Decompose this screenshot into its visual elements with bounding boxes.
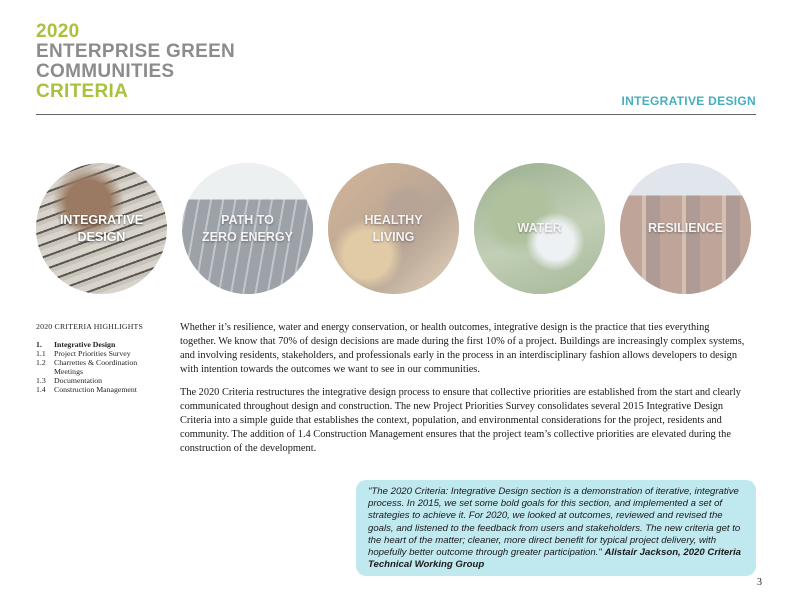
body-text [180,321,746,465]
circle-label-healthy-living: HEALTHY LIVING [364,212,423,244]
circle-path-to-zero-energy [182,163,313,294]
circle-healthy-living [328,163,459,294]
circle-label-path-to-zero-energy: PATH TO ZERO ENERGY [202,212,293,244]
criteria-highlights [36,322,158,394]
list-item [36,385,158,394]
quote-text: "The 2020 Criteria: Integrative Design section is a demonstration of iterative, integrative process. In 2015, we set some bold goals for this section, and implemented a set of strategies to achieve it. For 2020, we looked at outcomes, reviewed and revised the goals, and listened to the feedback from users and stakeholders. The new criteria get to the heart of the matter; cleaner, more direct benefit for typical project delivery, with hopefully better outcome through greater participation." [368,486,741,559]
page-number: 3 [757,577,762,588]
circle-label-integrative-design: INTEGRATIVE DESIGN [59,212,144,244]
circle-integrative-design [36,163,167,294]
highlights-title: 2020 CRITERIA HIGHLIGHTS [36,322,144,331]
list-item [36,358,158,376]
circle-label-resilience: RESILIENCE [647,221,723,235]
list-item [36,349,158,358]
header-year: 2020 [36,21,80,42]
body-paragraph-1: Whether it’s resilience, water and energy conservation, or health outcomes, integrative design is the practice that ties everything together. We know that 70% of design decisions are made during the first 10% of a project. Buildings are increasingly complex systems, and involving residents, stakeholders, and professionals early in the process in an interdisciplinary fashion allows developers to design with intention towards the outcomes we want to see in our communities. [180,322,745,375]
header-divider [36,114,756,115]
section-title: INTEGRATIVE DESIGN [621,94,756,108]
circle-label-water: WATER [517,221,562,235]
quote-attribution: Alistair Jackson, 2020 Criteria Technical Working Group [368,547,741,571]
list-item-number: 1. [36,340,42,349]
list-item-text: Project Priorities Survey [54,349,131,358]
list-item-number: 1.3 [36,376,46,385]
list-item [36,340,158,349]
list-item-number: 1.2 [36,358,46,367]
quote-callout [356,480,756,576]
body-paragraph-2: The 2020 Criteria restructures the integrative design process to ensure that collective priorities are established from the start and clearly communicated throughout design and construction. The new Project Priorities Survey consolidates several 2015 Integrative Design Criteria into a simple guide that establishes the context, population, and environmental considerations for the project, residents and community. The addition of 1.4 Construction Management ensures that the project team’s collective priorities are elevated during the construction of the development. [180,387,741,454]
list-item-number: 1.4 [36,385,46,394]
list-item-text: Construction Management [54,385,137,394]
circle-resilience [620,163,751,294]
header-line-criteria: CRITERIA [36,81,129,102]
list-item-text: Integrative Design [54,340,116,349]
list-item-number: 1.1 [36,349,46,358]
list-item-text: Charrettes & Coordination Meetings [54,358,138,376]
header-line-communities: COMMUNITIES [36,61,175,82]
circle-water [474,163,605,294]
document-header [36,22,235,102]
list-item-text: Documentation [54,376,103,385]
list-item [36,376,158,385]
header-line-enterprise-green: ENTERPRISE GREEN [36,41,236,62]
